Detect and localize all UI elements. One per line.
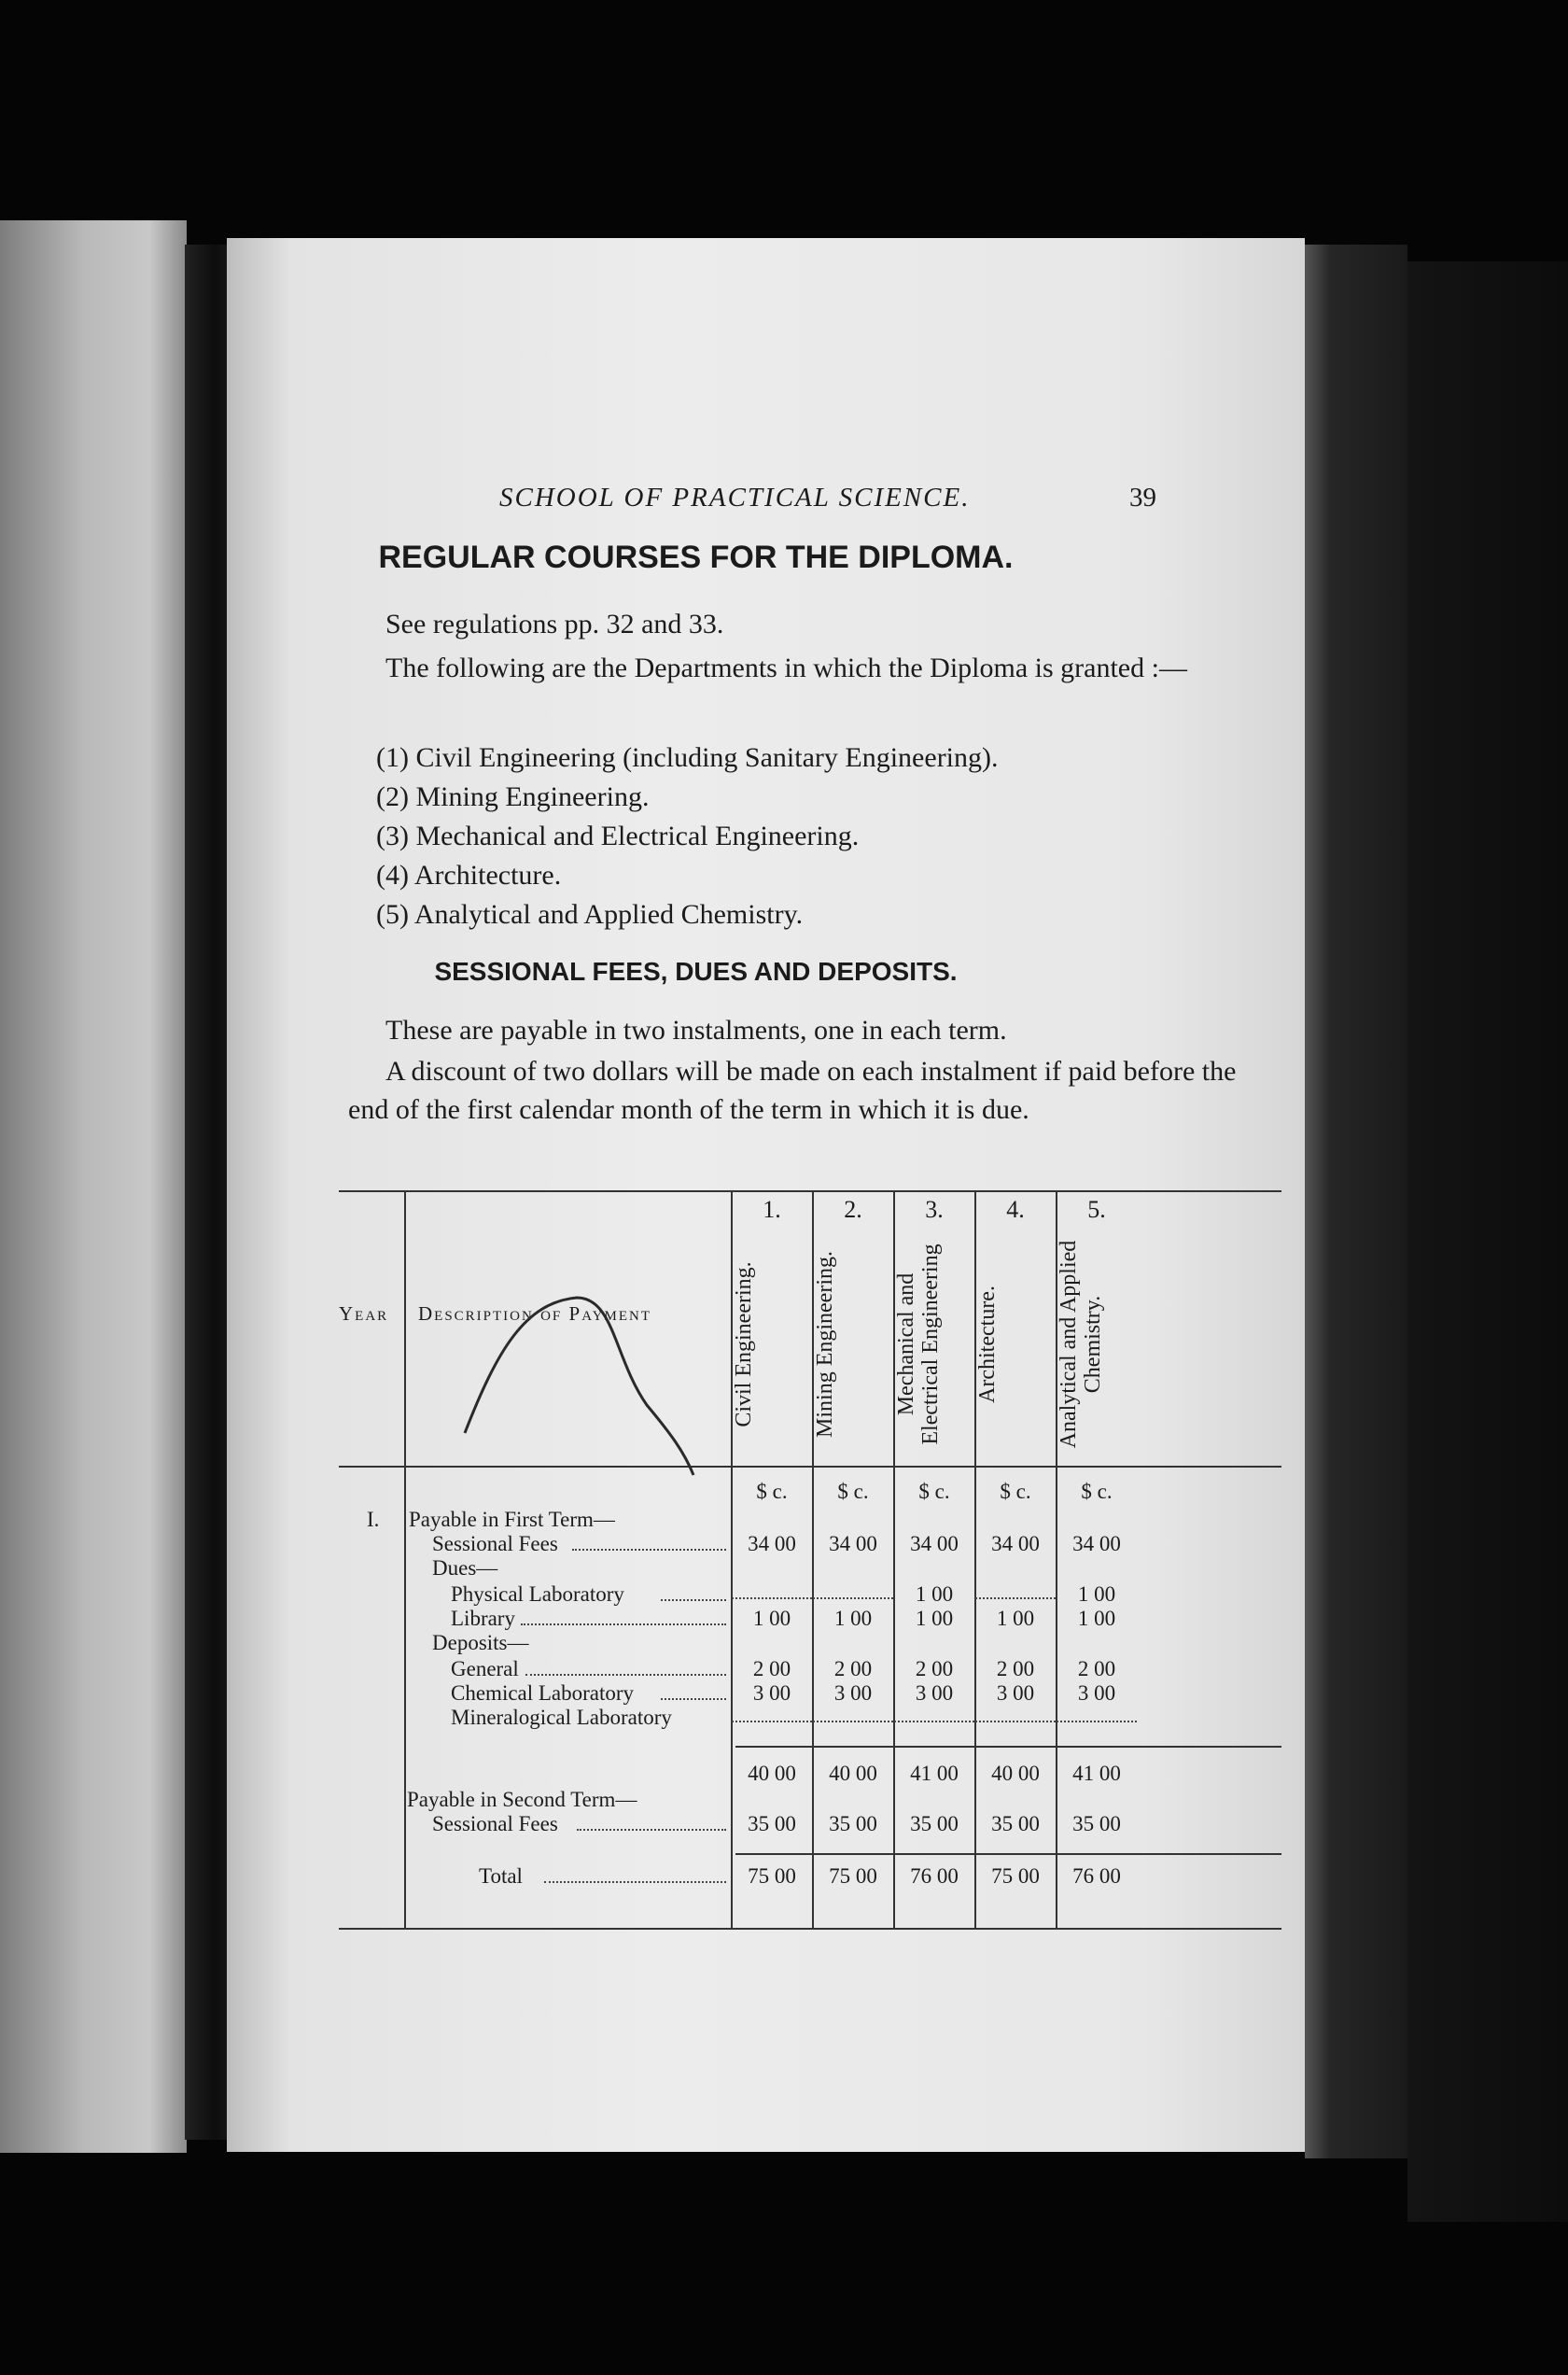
total-value: 75 00 [748,1864,796,1888]
fee-value: 34 00 [991,1532,1040,1555]
row-label: Chemical Laboratory [451,1681,635,1705]
table-row [339,1706,1281,1732]
subtotal-value: 41 00 [1072,1762,1121,1785]
fees-instalments: These are payable in two instalments, one in each term. [385,1015,1007,1046]
fee-value: 34 00 [910,1532,959,1555]
table-row [339,1788,1281,1814]
row-label: Sessional Fees [432,1532,558,1555]
fee-value: 35 00 [910,1812,959,1835]
currency-row [339,1480,1281,1506]
fee-value: 2 00 [996,1657,1035,1680]
fee-value: 3 00 [915,1681,954,1705]
fee-value: 35 00 [748,1812,796,1835]
list-item: (1) Civil Engineering (including Sanitary Engineering). [376,742,999,773]
fee-value: 1 00 [915,1607,954,1630]
fees-discount: A discount of two dollars will be made on each instalment if paid before the end of the first calendar month of the term in which it is due. [348,1056,1237,1125]
table-row [339,1812,1281,1838]
subtotal-rule [735,1746,1281,1748]
fee-value: 2 00 [752,1657,791,1680]
currency-label: $ c. [1000,1480,1031,1503]
fee-value [732,1706,812,1722]
currency-label: $ c. [837,1480,869,1503]
fee-value [894,1706,974,1722]
see-regulations: See regulations pp. 32 and 33. [385,609,724,639]
total-row [339,1864,1281,1890]
leader-dots [572,1532,726,1551]
fee-value: 34 00 [748,1532,796,1555]
fee-value: 1 00 [1077,1582,1116,1606]
table-row [339,1657,1281,1683]
page-edge [1305,245,1407,2158]
handwritten-mark [451,1293,703,1480]
fee-value: 3 00 [752,1681,791,1705]
table-bottom-rule [339,1928,1281,1930]
row-label: General [451,1657,519,1680]
row-label: Mineralogical Laboratory [451,1706,672,1729]
fee-value: 1 00 [1077,1607,1116,1630]
column-number: 4. [1006,1196,1025,1223]
departments-list [376,738,999,935]
table-row [339,1508,1281,1534]
book-page [227,238,1305,2152]
table-row [339,1607,1281,1633]
first-term-total-row [339,1762,1281,1788]
fee-value: 2 00 [833,1657,873,1680]
subtotal-value: 41 00 [910,1762,959,1785]
description-header: Description of Payment [418,1302,651,1325]
fee-value: 1 00 [833,1607,873,1630]
list-item: (3) Mechanical and Electrical Engineering. [376,821,860,851]
list-item: (4) Architecture. [376,860,562,891]
row-label: Dues— [432,1556,498,1580]
table-top-rule [339,1190,1281,1192]
column-header-architecture: Architecture. [975,1286,1000,1403]
column-header-civil: Civil Engineering. [732,1261,756,1427]
fee-value [975,1582,1056,1599]
column-number: 1. [763,1196,781,1223]
leader-dots [521,1607,726,1625]
first-term-label: Payable in First Term— [409,1508,615,1531]
leader-dots [661,1681,726,1700]
fees-heading: SESSIONAL FEES, DUES AND DEPOSITS. [434,957,958,986]
fee-value: 35 00 [829,1812,877,1835]
row-label: Deposits— [432,1631,529,1654]
total-value: 75 00 [829,1864,877,1888]
total-value: 75 00 [991,1864,1040,1888]
total-label: Total [479,1864,523,1888]
table-row [339,1681,1281,1707]
departments-intro: The following are the Departments in which the Diploma is granted :— [385,653,1187,683]
total-value: 76 00 [1072,1864,1121,1888]
fee-value: 34 00 [829,1532,877,1555]
leader-dots [577,1812,726,1831]
row-label: Library [451,1607,515,1630]
fee-value: 2 00 [915,1657,954,1680]
fee-value: 1 00 [752,1607,791,1630]
year-header: Year [339,1302,389,1325]
currency-label: $ c. [756,1480,788,1503]
column-header-mechanical: Mechanical and Electrical Engineering [894,1244,943,1445]
subtotal-value: 40 00 [829,1762,877,1785]
book-edge [1407,261,1568,2222]
table-row [339,1631,1281,1657]
table-row [339,1582,1281,1609]
year-label: I. [367,1508,380,1531]
fee-value [813,1706,893,1722]
fee-value: 35 00 [1072,1812,1121,1835]
fee-value: 2 00 [1077,1657,1116,1680]
fee-value [1057,1706,1137,1722]
list-item: (5) Analytical and Applied Chemistry. [376,899,804,930]
page-header [271,483,1167,520]
leader-dots [544,1864,726,1883]
fee-value: 34 00 [1072,1532,1121,1555]
running-head: SCHOOL OF PRACTICAL SCIENCE. [499,483,971,513]
leader-dots [661,1582,726,1601]
column-header-mining: Mining Engineering. [813,1251,837,1438]
fee-value [813,1582,893,1599]
column-number: 3. [925,1196,944,1223]
row-label: Physical Laboratory [451,1582,624,1606]
table-row [339,1532,1281,1558]
fee-value: 1 00 [996,1607,1035,1630]
currency-label: $ c. [918,1480,950,1503]
column-number: 2. [844,1196,862,1223]
fee-value: 1 00 [915,1582,954,1606]
subtotal-value: 40 00 [748,1762,796,1785]
second-term-label: Payable in Second Term— [407,1788,637,1811]
fee-value: 3 00 [1077,1681,1116,1705]
column-header-chemistry: Analytical and Applied Chemistry. [1057,1240,1105,1449]
page-number: 39 [1129,483,1156,513]
total-rule [735,1853,1281,1855]
left-page [0,220,187,2153]
fee-value: 35 00 [991,1812,1040,1835]
subtotal-value: 40 00 [991,1762,1040,1785]
fee-value [975,1706,1056,1722]
fee-value [732,1582,812,1599]
table-row [339,1556,1281,1582]
total-value: 76 00 [910,1864,959,1888]
fee-value: 3 00 [996,1681,1035,1705]
row-label: Sessional Fees [432,1812,558,1835]
list-item: (2) Mining Engineering. [376,781,650,812]
currency-label: $ c. [1081,1480,1113,1503]
page-title: REGULAR COURSES FOR THE DIPLOMA. [378,540,1014,575]
fee-value: 3 00 [833,1681,873,1705]
column-number: 5. [1087,1196,1106,1223]
leader-dots [525,1657,726,1676]
fees-table [339,1190,1281,1928]
